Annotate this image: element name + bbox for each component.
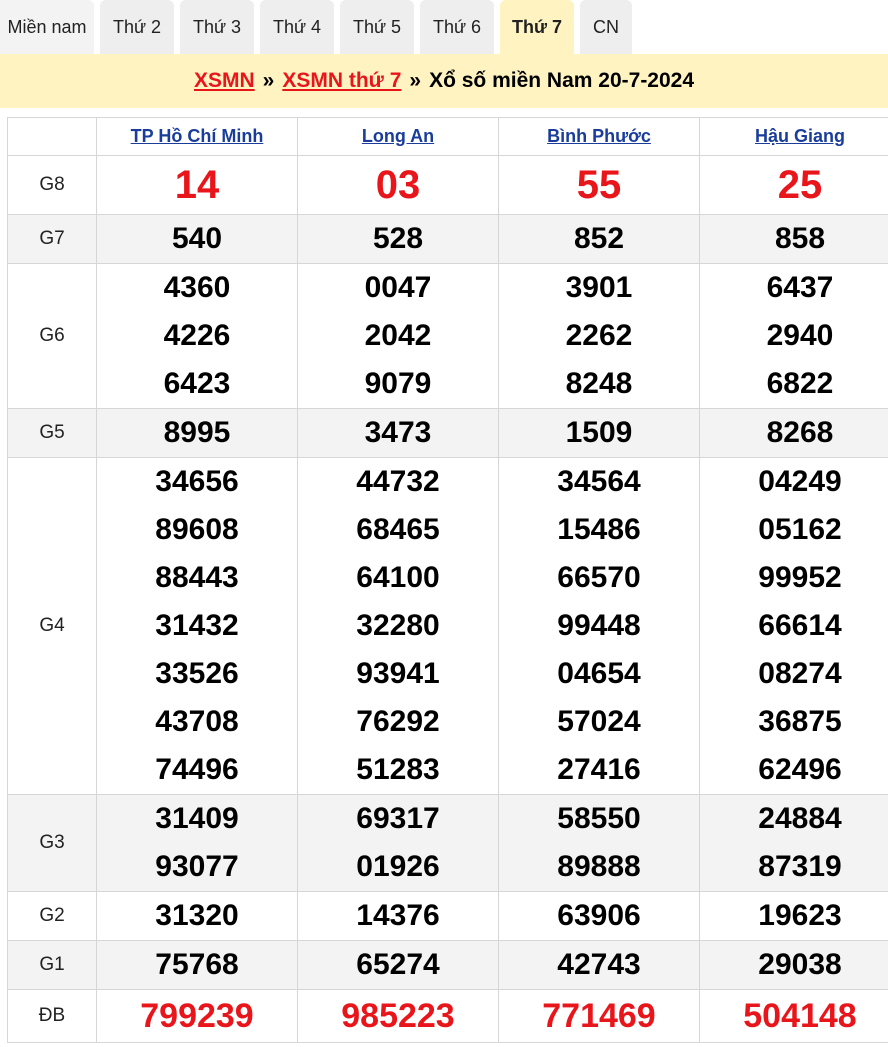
prize-number: 42743 xyxy=(557,948,641,981)
prize-number: 58550 xyxy=(557,802,641,835)
prize-number: 1509 xyxy=(565,416,633,449)
prize-label: ĐB xyxy=(8,990,97,1043)
prize-number: 99952 xyxy=(758,561,842,594)
prize-number: 93941 xyxy=(356,657,440,690)
prize-cell xyxy=(97,990,298,1043)
prize-cell xyxy=(700,892,888,941)
prize-number: 6437 xyxy=(766,271,834,304)
prize-number: 36875 xyxy=(758,705,842,738)
day-tabs xyxy=(0,0,888,54)
prize-number: 99448 xyxy=(557,609,641,642)
breadcrumb-separator: » xyxy=(262,69,275,92)
prize-number: 76292 xyxy=(356,705,440,738)
prize-number: 74496 xyxy=(155,753,239,786)
prize-cell xyxy=(97,215,298,264)
prize-number: 01926 xyxy=(356,850,440,883)
breadcrumb-separator: » xyxy=(409,69,422,92)
prize-number: 8995 xyxy=(163,416,231,449)
province-link-binh-phuoc[interactable]: Bình Phước xyxy=(547,126,651,146)
prize-row-g2 xyxy=(8,892,888,941)
prize-number: 89608 xyxy=(155,513,239,546)
prize-cell xyxy=(700,458,888,795)
prize-number: 32280 xyxy=(356,609,440,642)
prize-cell xyxy=(499,215,700,264)
prize-cell xyxy=(499,409,700,458)
prize-number: 31432 xyxy=(155,609,239,642)
prize-number: 68465 xyxy=(356,513,440,546)
prize-number: 03 xyxy=(375,163,421,207)
prize-cell xyxy=(97,795,298,892)
tab-thu-4[interactable]: Thứ 4 xyxy=(260,0,334,54)
province-link-tphcm[interactable]: TP Hồ Chí Minh xyxy=(130,126,264,146)
breadcrumb-xsmn-link[interactable]: XSMN xyxy=(193,69,255,92)
prize-number: 24884 xyxy=(758,802,842,835)
prize-number: 57024 xyxy=(557,705,641,738)
prize-cell xyxy=(97,458,298,795)
province-link-hau-giang[interactable]: Hậu Giang xyxy=(754,126,845,146)
prize-label: G7 xyxy=(8,215,97,264)
prize-number: 66614 xyxy=(758,609,842,642)
prize-cell xyxy=(298,941,499,990)
prize-row-db xyxy=(8,990,888,1043)
prize-number: 04249 xyxy=(758,465,842,498)
prize-number: 8268 xyxy=(766,416,834,449)
prize-label: G5 xyxy=(8,409,97,458)
prize-number: 75768 xyxy=(155,948,239,981)
province-header xyxy=(700,118,888,156)
prize-number: 27416 xyxy=(557,753,641,786)
prize-label: G1 xyxy=(8,941,97,990)
prize-cell xyxy=(700,264,888,409)
tab-thu-3[interactable]: Thứ 3 xyxy=(180,0,254,54)
prize-number: 4226 xyxy=(163,319,231,352)
prize-number: 89888 xyxy=(557,850,641,883)
prize-cell xyxy=(298,990,499,1043)
prize-number: 31409 xyxy=(155,802,239,835)
prize-number: 2940 xyxy=(766,319,834,352)
province-header xyxy=(97,118,298,156)
tab-thu-5[interactable]: Thứ 5 xyxy=(340,0,414,54)
prize-number: 44732 xyxy=(356,465,440,498)
tab-mien-nam[interactable]: Miền nam xyxy=(0,0,94,54)
prize-number: 985223 xyxy=(341,997,455,1035)
prize-number: 65274 xyxy=(356,948,440,981)
tab-cn[interactable]: CN xyxy=(580,0,632,54)
prize-cell xyxy=(700,215,888,264)
page-title xyxy=(0,54,888,108)
prize-cell xyxy=(700,990,888,1043)
prize-number: 771469 xyxy=(542,997,656,1035)
province-header xyxy=(298,118,499,156)
prize-number: 33526 xyxy=(155,657,239,690)
prize-number: 64100 xyxy=(356,561,440,594)
prize-label: G2 xyxy=(8,892,97,941)
prize-label: G4 xyxy=(8,458,97,795)
prize-cell xyxy=(97,892,298,941)
prize-number: 528 xyxy=(372,222,424,255)
prize-cell xyxy=(97,941,298,990)
prize-number: 05162 xyxy=(758,513,842,546)
prize-number: 3901 xyxy=(565,271,633,304)
prize-number: 69317 xyxy=(356,802,440,835)
prize-cell xyxy=(499,156,700,215)
prize-number: 2262 xyxy=(565,319,633,352)
prize-cell xyxy=(499,941,700,990)
prize-cell xyxy=(298,264,499,409)
prize-cell xyxy=(700,941,888,990)
prize-number: 9079 xyxy=(364,367,432,400)
prize-number: 19623 xyxy=(758,899,842,932)
prize-number: 87319 xyxy=(758,850,842,883)
prize-number: 504148 xyxy=(743,997,857,1035)
breadcrumb-xsmn-thu7-link[interactable]: XSMN thứ 7 xyxy=(282,69,402,92)
prize-cell xyxy=(97,264,298,409)
page-title-text: Xổ số miền Nam 20-7-2024 xyxy=(429,69,695,92)
province-link-long-an[interactable]: Long An xyxy=(361,126,435,146)
prize-label: G8 xyxy=(8,156,97,215)
prize-cell xyxy=(97,156,298,215)
prize-cell xyxy=(298,458,499,795)
prize-number: 14376 xyxy=(356,899,440,932)
prize-number: 540 xyxy=(171,222,223,255)
prize-row-g1 xyxy=(8,941,888,990)
tab-thu-7[interactable]: Thứ 7 xyxy=(500,0,574,54)
prize-number: 66570 xyxy=(557,561,641,594)
prize-number: 62496 xyxy=(758,753,842,786)
prize-row-g3 xyxy=(8,795,888,892)
prize-cell xyxy=(499,990,700,1043)
prize-cell xyxy=(499,458,700,795)
prize-number: 08274 xyxy=(758,657,842,690)
prize-number: 858 xyxy=(774,222,826,255)
prize-row-g5 xyxy=(8,409,888,458)
prize-number: 25 xyxy=(777,163,823,207)
prize-row-g6 xyxy=(8,264,888,409)
prize-number: 4360 xyxy=(163,271,231,304)
prize-cell xyxy=(298,215,499,264)
prize-number: 2042 xyxy=(364,319,432,352)
prize-number: 34564 xyxy=(557,465,641,498)
prize-cell xyxy=(298,892,499,941)
prize-number: 29038 xyxy=(758,948,842,981)
prize-cell xyxy=(499,264,700,409)
province-header xyxy=(499,118,700,156)
prize-row-g7 xyxy=(8,215,888,264)
prize-row-g4 xyxy=(8,458,888,795)
prize-cell xyxy=(700,795,888,892)
prize-label: G3 xyxy=(8,795,97,892)
prize-cell xyxy=(700,156,888,215)
prize-number: 15486 xyxy=(557,513,641,546)
prize-number: 8248 xyxy=(565,367,633,400)
prize-cell xyxy=(298,409,499,458)
prize-number: 93077 xyxy=(155,850,239,883)
prize-number: 55 xyxy=(576,163,622,207)
prize-cell xyxy=(499,795,700,892)
prize-cell xyxy=(700,409,888,458)
prize-number: 88443 xyxy=(155,561,239,594)
results-table xyxy=(7,117,888,1043)
prize-number: 04654 xyxy=(557,657,641,690)
province-header-row xyxy=(8,118,888,156)
prize-cell xyxy=(97,409,298,458)
prize-number: 34656 xyxy=(155,465,239,498)
prize-cell xyxy=(499,892,700,941)
prize-number: 6822 xyxy=(766,367,834,400)
prize-number: 6423 xyxy=(163,367,231,400)
prize-number: 51283 xyxy=(356,753,440,786)
prize-number: 0047 xyxy=(364,271,432,304)
prize-number: 799239 xyxy=(140,997,254,1035)
tab-thu-2[interactable]: Thứ 2 xyxy=(100,0,174,54)
prize-number: 43708 xyxy=(155,705,239,738)
prize-number: 63906 xyxy=(557,899,641,932)
prize-number: 852 xyxy=(573,222,625,255)
prize-cell xyxy=(298,156,499,215)
prize-number: 31320 xyxy=(155,899,239,932)
prize-number: 3473 xyxy=(364,416,432,449)
header-empty-cell xyxy=(8,118,97,156)
prize-number: 14 xyxy=(174,163,220,207)
prize-label: G6 xyxy=(8,264,97,409)
prize-row-g8 xyxy=(8,156,888,215)
prize-cell xyxy=(298,795,499,892)
tab-thu-6[interactable]: Thứ 6 xyxy=(420,0,494,54)
